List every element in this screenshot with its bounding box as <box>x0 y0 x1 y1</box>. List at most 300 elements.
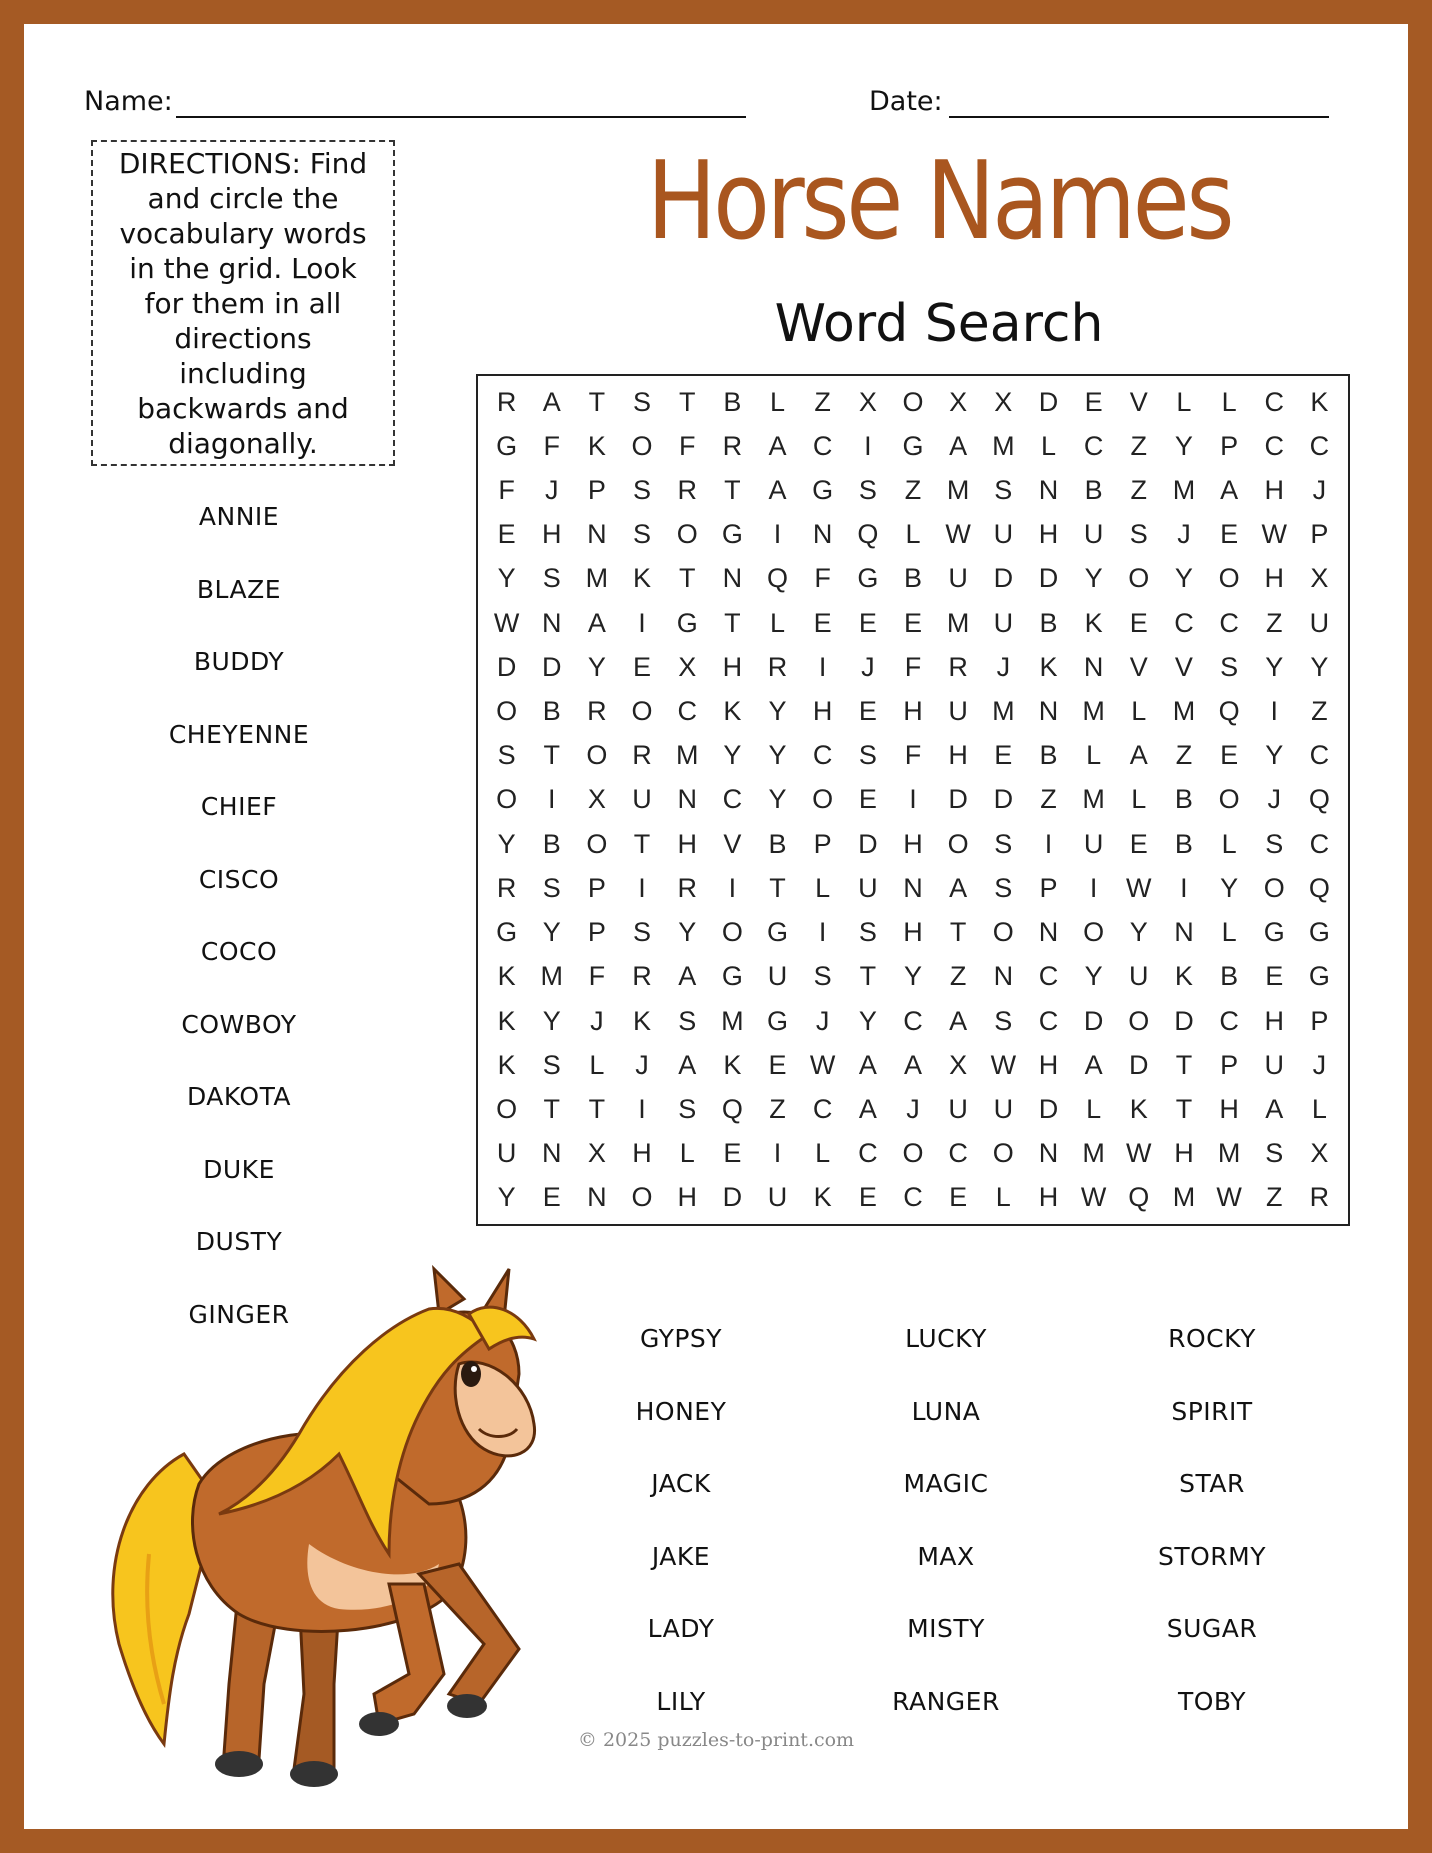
grid-letter[interactable]: M <box>1172 1182 1196 1213</box>
grid-letter[interactable]: E <box>497 519 516 550</box>
grid-letter[interactable]: R <box>632 961 652 992</box>
grid-letter[interactable]: H <box>677 1182 697 1213</box>
grid-letter[interactable]: U <box>858 872 878 903</box>
grid-letter[interactable]: T <box>949 917 967 948</box>
grid-letter[interactable]: Y <box>723 740 742 771</box>
grid-letter[interactable]: N <box>993 961 1014 992</box>
grid-letter[interactable]: T <box>588 1093 606 1124</box>
grid-letter[interactable]: O <box>1218 563 1240 594</box>
grid-letter[interactable]: G <box>767 917 789 948</box>
grid-letter[interactable]: H <box>903 828 923 859</box>
grid-letter[interactable]: I <box>638 607 646 638</box>
grid-letter[interactable]: L <box>815 872 831 903</box>
grid-letter[interactable]: G <box>496 430 518 461</box>
grid-letter[interactable]: O <box>902 1138 924 1169</box>
grid-letter[interactable]: G <box>721 519 743 550</box>
grid-letter[interactable]: A <box>1084 1049 1103 1080</box>
grid-letter[interactable]: D <box>1174 1005 1194 1036</box>
grid-letter[interactable]: D <box>722 1182 743 1213</box>
grid-letter[interactable]: S <box>633 475 652 506</box>
grid-letter[interactable]: P <box>1039 872 1058 903</box>
grid-letter[interactable]: V <box>1129 651 1148 682</box>
grid-letter[interactable]: D <box>1038 563 1059 594</box>
grid-letter[interactable]: I <box>818 917 827 948</box>
grid-letter[interactable]: Z <box>904 475 922 506</box>
grid-letter[interactable]: H <box>1038 519 1059 550</box>
grid-letter[interactable]: R <box>677 475 697 506</box>
grid-letter[interactable]: T <box>678 563 696 594</box>
grid-letter[interactable]: U <box>1264 1049 1284 1080</box>
grid-letter[interactable]: W <box>493 607 520 638</box>
grid-letter[interactable]: X <box>1310 1138 1329 1169</box>
grid-letter[interactable]: H <box>1264 475 1284 506</box>
grid-letter[interactable]: S <box>633 917 652 948</box>
grid-letter[interactable]: O <box>631 430 653 461</box>
grid-letter[interactable]: S <box>1265 828 1284 859</box>
grid-letter[interactable]: A <box>949 872 968 903</box>
grid-letter[interactable]: Y <box>768 740 787 771</box>
grid-letter[interactable]: E <box>858 1182 877 1213</box>
grid-letter[interactable]: M <box>992 696 1015 727</box>
grid-letter[interactable]: O <box>1263 872 1285 903</box>
grid-letter[interactable]: I <box>818 651 827 682</box>
grid-letter[interactable]: N <box>1038 696 1059 727</box>
grid-letter[interactable]: C <box>1309 828 1330 859</box>
grid-letter[interactable]: Y <box>1174 563 1193 594</box>
grid-letter[interactable]: I <box>638 1093 646 1124</box>
grid-letter[interactable]: H <box>1174 1138 1194 1169</box>
grid-letter[interactable]: S <box>542 872 561 903</box>
grid-letter[interactable]: S <box>994 475 1013 506</box>
grid-letter[interactable]: I <box>638 872 646 903</box>
grid-letter[interactable]: E <box>1129 607 1148 638</box>
grid-letter[interactable]: S <box>858 475 877 506</box>
grid-letter[interactable]: C <box>1038 961 1059 992</box>
grid-letter[interactable]: P <box>1220 430 1239 461</box>
grid-letter[interactable]: C <box>1309 430 1330 461</box>
grid-letter[interactable]: S <box>542 1049 561 1080</box>
grid-letter[interactable]: T <box>588 386 606 417</box>
grid-letter[interactable]: O <box>631 696 653 727</box>
grid-letter[interactable]: C <box>903 1182 923 1213</box>
grid-letter[interactable]: E <box>858 784 877 815</box>
grid-letter[interactable]: U <box>632 784 652 815</box>
grid-letter[interactable]: L <box>905 519 921 550</box>
grid-letter[interactable]: K <box>497 961 516 992</box>
grid-letter[interactable]: V <box>723 828 742 859</box>
grid-letter[interactable]: A <box>1265 1093 1284 1124</box>
grid-letter[interactable]: W <box>1126 872 1152 903</box>
grid-letter[interactable]: D <box>1038 1093 1059 1124</box>
grid-letter[interactable]: C <box>812 740 833 771</box>
grid-letter[interactable]: I <box>1044 828 1053 859</box>
grid-letter[interactable]: T <box>1175 1093 1193 1124</box>
grid-letter[interactable]: C <box>1264 386 1284 417</box>
grid-letter[interactable]: L <box>1040 430 1056 461</box>
grid-letter[interactable]: E <box>723 1138 742 1169</box>
grid-letter[interactable]: Q <box>767 563 789 594</box>
grid-letter[interactable]: O <box>496 1093 518 1124</box>
grid-letter[interactable]: E <box>903 607 922 638</box>
grid-letter[interactable]: D <box>496 651 517 682</box>
grid-letter[interactable]: J <box>1177 519 1191 550</box>
grid-letter[interactable]: G <box>496 917 518 948</box>
grid-letter[interactable]: W <box>945 519 971 550</box>
grid-letter[interactable]: W <box>1261 519 1287 550</box>
grid-letter[interactable]: N <box>587 1182 607 1213</box>
grid-letter[interactable]: J <box>1312 475 1327 506</box>
grid-letter[interactable]: L <box>1311 1093 1327 1124</box>
grid-letter[interactable]: M <box>992 430 1015 461</box>
grid-letter[interactable]: C <box>1309 740 1330 771</box>
grid-letter[interactable]: U <box>767 961 788 992</box>
grid-letter[interactable]: A <box>587 607 606 638</box>
grid-letter[interactable]: A <box>949 430 968 461</box>
grid-letter[interactable]: G <box>902 430 924 461</box>
grid-letter[interactable]: E <box>1265 961 1284 992</box>
grid-letter[interactable]: I <box>773 519 782 550</box>
grid-letter[interactable]: Q <box>1308 784 1330 815</box>
grid-letter[interactable]: U <box>1083 828 1104 859</box>
grid-letter[interactable]: R <box>767 651 788 682</box>
grid-letter[interactable]: I <box>773 1138 782 1169</box>
grid-letter[interactable]: M <box>675 740 699 771</box>
grid-letter[interactable]: I <box>728 872 737 903</box>
grid-letter[interactable]: Y <box>1084 563 1103 594</box>
grid-letter[interactable]: O <box>992 1138 1014 1169</box>
grid-letter[interactable]: U <box>1309 607 1330 638</box>
grid-letter[interactable]: A <box>542 386 561 417</box>
grid-letter[interactable]: Y <box>1174 430 1193 461</box>
grid-letter[interactable]: Z <box>1266 607 1283 638</box>
grid-letter[interactable]: L <box>770 386 786 417</box>
grid-letter[interactable]: A <box>768 475 787 506</box>
grid-letter[interactable]: O <box>586 740 608 771</box>
grid-letter[interactable]: O <box>1083 917 1105 948</box>
grid-letter[interactable]: Z <box>1130 475 1148 506</box>
grid-letter[interactable]: M <box>721 1005 744 1036</box>
grid-letter[interactable]: Y <box>768 784 787 815</box>
grid-letter[interactable]: I <box>909 784 917 815</box>
grid-letter[interactable]: Z <box>769 1093 786 1124</box>
grid-letter[interactable]: R <box>722 430 743 461</box>
grid-letter[interactable]: S <box>1265 1138 1284 1169</box>
grid-letter[interactable]: O <box>496 696 518 727</box>
grid-letter[interactable]: M <box>1082 696 1105 727</box>
grid-letter[interactable]: K <box>723 696 742 727</box>
grid-letter[interactable]: Y <box>1129 917 1148 948</box>
grid-letter[interactable]: Z <box>814 386 831 417</box>
grid-letter[interactable]: Y <box>903 961 922 992</box>
grid-letter[interactable]: Q <box>1218 696 1240 727</box>
grid-letter[interactable]: O <box>992 917 1014 948</box>
grid-letter[interactable]: K <box>1039 651 1058 682</box>
grid-letter[interactable]: Y <box>542 917 561 948</box>
grid-letter[interactable]: Q <box>1308 872 1330 903</box>
grid-letter[interactable]: X <box>587 784 606 815</box>
grid-letter[interactable]: G <box>721 961 743 992</box>
grid-letter[interactable]: E <box>1220 519 1239 550</box>
grid-letter[interactable]: K <box>1129 1093 1148 1124</box>
grid-letter[interactable]: Y <box>497 1182 516 1213</box>
grid-letter[interactable]: C <box>1219 1005 1239 1036</box>
grid-letter[interactable]: Z <box>1311 696 1328 727</box>
grid-letter[interactable]: U <box>948 1093 968 1124</box>
grid-letter[interactable]: D <box>993 784 1014 815</box>
grid-letter[interactable]: Q <box>857 519 879 550</box>
grid-letter[interactable]: Y <box>1220 872 1239 903</box>
grid-letter[interactable]: T <box>724 607 741 638</box>
grid-letter[interactable]: O <box>496 784 518 815</box>
grid-letter[interactable]: P <box>587 917 606 948</box>
grid-letter[interactable]: M <box>540 961 563 992</box>
grid-letter[interactable]: E <box>994 740 1013 771</box>
grid-letter[interactable]: T <box>633 828 651 859</box>
grid-letter[interactable]: L <box>1221 386 1237 417</box>
grid-letter[interactable]: S <box>994 828 1013 859</box>
grid-letter[interactable]: V <box>1174 651 1193 682</box>
grid-letter[interactable]: Y <box>858 1005 877 1036</box>
grid-letter[interactable]: R <box>677 872 697 903</box>
grid-letter[interactable]: J <box>906 1093 920 1124</box>
grid-letter[interactable]: N <box>812 519 833 550</box>
grid-letter[interactable]: K <box>723 1049 742 1080</box>
grid-letter[interactable]: M <box>1172 696 1196 727</box>
grid-letter[interactable]: N <box>1038 1138 1059 1169</box>
grid-letter[interactable]: C <box>1174 607 1194 638</box>
grid-letter[interactable]: Y <box>542 1005 561 1036</box>
grid-letter[interactable]: U <box>1129 961 1149 992</box>
grid-letter[interactable]: I <box>1089 872 1098 903</box>
grid-letter[interactable]: E <box>633 651 652 682</box>
grid-letter[interactable]: Z <box>1040 784 1057 815</box>
grid-letter[interactable]: X <box>587 1138 606 1169</box>
grid-letter[interactable]: Y <box>768 696 787 727</box>
grid-letter[interactable]: B <box>723 386 742 417</box>
grid-letter[interactable]: T <box>678 386 696 417</box>
grid-letter[interactable]: B <box>1084 475 1103 506</box>
grid-letter[interactable]: C <box>1264 430 1284 461</box>
grid-letter[interactable]: G <box>1263 917 1285 948</box>
grid-letter[interactable]: G <box>1308 917 1330 948</box>
grid-letter[interactable]: B <box>1174 784 1193 815</box>
grid-letter[interactable]: S <box>994 1005 1013 1036</box>
date-line[interactable] <box>949 116 1329 118</box>
grid-letter[interactable]: U <box>948 563 968 594</box>
grid-letter[interactable]: Z <box>1130 430 1148 461</box>
grid-letter[interactable]: I <box>1180 872 1188 903</box>
grid-letter[interactable]: Y <box>1084 961 1103 992</box>
grid-letter[interactable]: U <box>496 1138 517 1169</box>
grid-letter[interactable]: H <box>632 1138 652 1169</box>
grid-letter[interactable]: N <box>541 607 562 638</box>
grid-letter[interactable]: K <box>1310 386 1329 417</box>
grid-letter[interactable]: N <box>722 563 743 594</box>
grid-letter[interactable]: A <box>1220 475 1239 506</box>
grid-letter[interactable]: P <box>1220 1049 1239 1080</box>
grid-letter[interactable]: T <box>724 475 741 506</box>
grid-letter[interactable]: I <box>864 430 872 461</box>
grid-letter[interactable]: F <box>678 430 696 461</box>
grid-letter[interactable]: A <box>858 1093 877 1124</box>
grid-letter[interactable]: N <box>541 1138 562 1169</box>
grid-letter[interactable]: R <box>496 872 517 903</box>
grid-letter[interactable]: S <box>678 1093 697 1124</box>
grid-letter[interactable]: L <box>1086 740 1102 771</box>
grid-letter[interactable]: K <box>633 1005 652 1036</box>
grid-letter[interactable]: T <box>543 1093 560 1124</box>
grid-letter[interactable]: A <box>768 430 787 461</box>
grid-letter[interactable]: L <box>1131 696 1147 727</box>
grid-letter[interactable]: G <box>676 607 698 638</box>
grid-letter[interactable]: M <box>585 563 609 594</box>
grid-letter[interactable]: O <box>1128 563 1150 594</box>
grid-letter[interactable]: X <box>949 1049 968 1080</box>
grid-letter[interactable]: T <box>859 961 877 992</box>
grid-letter[interactable]: T <box>1175 1049 1193 1080</box>
grid-letter[interactable]: L <box>1086 1093 1102 1124</box>
grid-letter[interactable]: A <box>858 1049 877 1080</box>
grid-letter[interactable]: D <box>993 563 1014 594</box>
grid-letter[interactable]: B <box>1174 828 1193 859</box>
grid-letter[interactable]: Y <box>678 917 697 948</box>
grid-letter[interactable]: E <box>949 1182 968 1213</box>
grid-letter[interactable]: Q <box>721 1093 743 1124</box>
grid-letter[interactable]: N <box>587 519 607 550</box>
grid-letter[interactable]: B <box>542 696 561 727</box>
grid-letter[interactable]: R <box>632 740 652 771</box>
grid-letter[interactable]: N <box>677 784 697 815</box>
grid-letter[interactable]: W <box>990 1049 1017 1080</box>
grid-letter[interactable]: R <box>1309 1182 1330 1213</box>
grid-letter[interactable]: O <box>631 1182 653 1213</box>
grid-letter[interactable]: A <box>949 1005 968 1036</box>
grid-letter[interactable]: H <box>541 519 562 550</box>
grid-letter[interactable]: G <box>767 1005 789 1036</box>
grid-letter[interactable]: E <box>542 1182 561 1213</box>
grid-letter[interactable]: F <box>498 475 515 506</box>
grid-letter[interactable]: J <box>996 651 1011 682</box>
grid-letter[interactable]: M <box>1082 1138 1105 1169</box>
grid-letter[interactable]: H <box>1038 1182 1059 1213</box>
grid-letter[interactable]: Z <box>1175 740 1193 771</box>
name-line[interactable] <box>176 116 746 118</box>
grid-letter[interactable]: M <box>946 475 970 506</box>
grid-letter[interactable]: O <box>812 784 834 815</box>
grid-letter[interactable]: O <box>947 828 969 859</box>
grid-letter[interactable]: K <box>1084 607 1103 638</box>
grid-letter[interactable]: M <box>1082 784 1105 815</box>
grid-letter[interactable]: J <box>1267 784 1281 815</box>
grid-letter[interactable]: D <box>858 828 878 859</box>
grid-letter[interactable]: O <box>721 917 743 948</box>
grid-letter[interactable]: S <box>633 386 652 417</box>
grid-letter[interactable]: E <box>1129 828 1148 859</box>
grid-letter[interactable]: K <box>1174 961 1193 992</box>
grid-letter[interactable]: D <box>541 651 562 682</box>
grid-letter[interactable]: O <box>902 386 924 417</box>
grid-letter[interactable]: M <box>946 607 970 638</box>
grid-letter[interactable]: M <box>1172 475 1196 506</box>
grid-letter[interactable]: J <box>635 1049 649 1080</box>
grid-letter[interactable]: H <box>1264 563 1284 594</box>
grid-letter[interactable]: G <box>1308 961 1330 992</box>
grid-letter[interactable]: E <box>1084 386 1103 417</box>
grid-letter[interactable]: O <box>1218 784 1240 815</box>
grid-letter[interactable]: R <box>948 651 968 682</box>
grid-letter[interactable]: I <box>1270 696 1278 727</box>
grid-letter[interactable]: H <box>722 651 743 682</box>
grid-letter[interactable]: N <box>1083 651 1104 682</box>
grid-letter[interactable]: L <box>589 1049 605 1080</box>
grid-letter[interactable]: O <box>1128 1005 1150 1036</box>
grid-letter[interactable]: S <box>1220 651 1239 682</box>
grid-letter[interactable]: C <box>903 1005 923 1036</box>
grid-letter[interactable]: S <box>633 519 652 550</box>
grid-letter[interactable]: E <box>768 1049 787 1080</box>
grid-letter[interactable]: T <box>543 740 560 771</box>
grid-letter[interactable]: Y <box>1265 740 1284 771</box>
grid-letter[interactable]: D <box>1038 386 1059 417</box>
grid-letter[interactable]: A <box>1129 740 1148 771</box>
grid-letter[interactable]: R <box>496 386 517 417</box>
grid-letter[interactable]: S <box>858 740 877 771</box>
grid-letter[interactable]: O <box>586 828 608 859</box>
grid-letter[interactable]: V <box>1129 386 1148 417</box>
grid-letter[interactable]: L <box>770 607 786 638</box>
grid-letter[interactable]: H <box>1038 1049 1059 1080</box>
grid-letter[interactable]: M <box>1217 1138 1241 1169</box>
grid-letter[interactable]: K <box>497 1005 516 1036</box>
grid-letter[interactable]: J <box>544 475 559 506</box>
grid-letter[interactable]: Q <box>1128 1182 1150 1213</box>
grid-letter[interactable]: K <box>497 1049 516 1080</box>
grid-letter[interactable]: U <box>993 1093 1014 1124</box>
grid-letter[interactable]: J <box>861 651 875 682</box>
grid-letter[interactable]: H <box>1264 1005 1284 1036</box>
grid-letter[interactable]: H <box>812 696 833 727</box>
grid-letter[interactable]: P <box>813 828 832 859</box>
grid-letter[interactable]: C <box>948 1138 968 1169</box>
grid-letter[interactable]: H <box>903 696 923 727</box>
grid-letter[interactable]: Y <box>587 651 606 682</box>
grid-letter[interactable]: W <box>1126 1138 1152 1169</box>
grid-letter[interactable]: L <box>679 1138 695 1169</box>
grid-letter[interactable]: N <box>903 872 923 903</box>
grid-letter[interactable]: G <box>857 563 879 594</box>
grid-letter[interactable]: P <box>1310 1005 1329 1036</box>
grid-letter[interactable]: F <box>904 651 922 682</box>
grid-letter[interactable]: K <box>587 430 606 461</box>
grid-letter[interactable]: X <box>1310 563 1329 594</box>
grid-letter[interactable]: N <box>1174 917 1194 948</box>
grid-letter[interactable]: U <box>993 519 1014 550</box>
grid-letter[interactable]: L <box>1221 828 1237 859</box>
grid-letter[interactable]: B <box>1039 607 1058 638</box>
grid-letter[interactable]: P <box>1310 519 1329 550</box>
grid-letter[interactable]: U <box>767 1182 788 1213</box>
grid-letter[interactable]: B <box>542 828 561 859</box>
grid-letter[interactable]: S <box>542 563 561 594</box>
grid-letter[interactable]: C <box>1038 1005 1059 1036</box>
grid-letter[interactable]: K <box>633 563 652 594</box>
grid-letter[interactable]: S <box>994 872 1013 903</box>
grid-letter[interactable]: H <box>903 917 923 948</box>
grid-letter[interactable]: S <box>497 740 516 771</box>
grid-letter[interactable]: A <box>678 1049 697 1080</box>
grid-letter[interactable]: U <box>1083 519 1104 550</box>
grid-letter[interactable]: D <box>1083 1005 1104 1036</box>
